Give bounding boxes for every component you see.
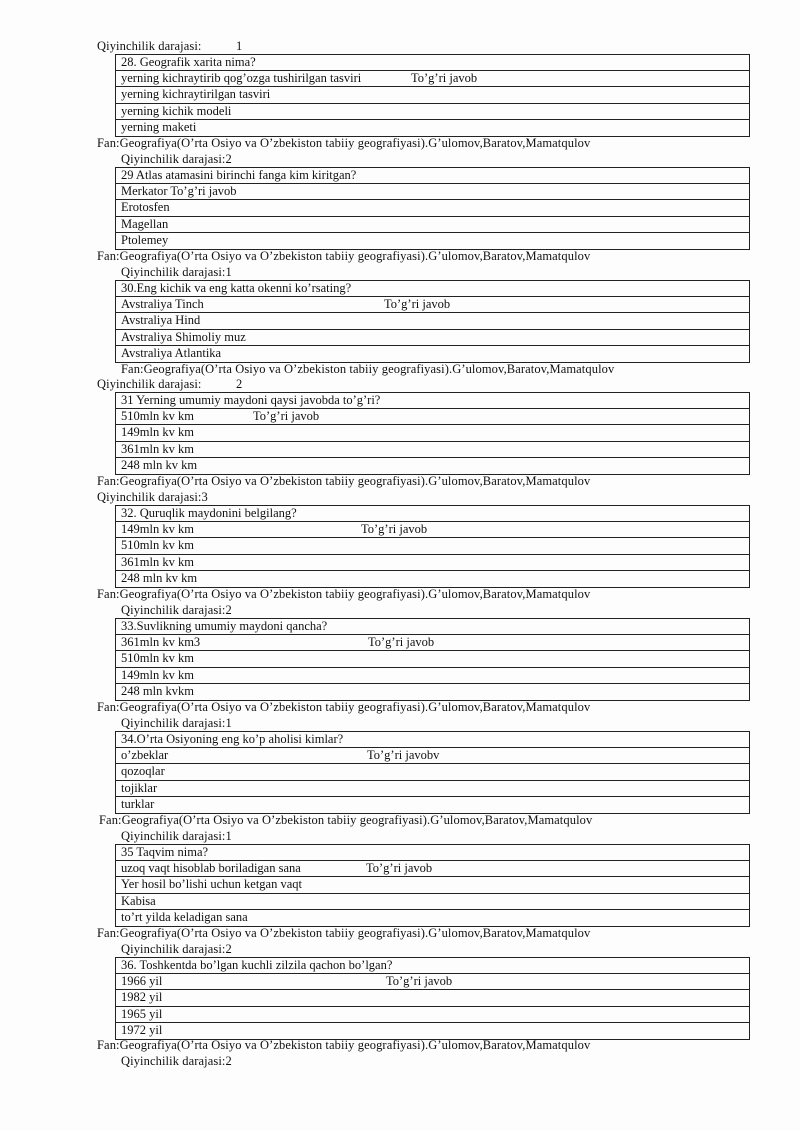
answer-option (116, 861, 749, 877)
answer-text: 149mln kv km (121, 522, 194, 537)
correct-answer-mark: To’g’ri javob (368, 635, 435, 650)
answer-option: Avstraliya Atlantika (121, 345, 222, 360)
difficulty-line: Qiyinchilik darajasi:3 (97, 490, 208, 504)
question-box-36 (115, 957, 750, 1040)
question-box-31 (115, 392, 750, 475)
difficulty-value: 2 (236, 377, 243, 391)
subject-line: Fan:Geografiya(O’rta Osiyo va O’zbekiston tabiiy geografiyasi).G’ulomov,Baratov,Mamatqulov (99, 813, 593, 827)
difficulty-line: Qiyinchilik darajasi:1 (121, 716, 232, 730)
question-text: 36. Toshkentda bo’lgan kuchli zilzila qachon bo’lgan? (116, 958, 749, 974)
answer-option: qozoqlar (116, 764, 749, 780)
answer-option: Merkator To’g’ri javob (116, 184, 749, 200)
question-text: 30.Eng kichik va eng katta okenni ko’rsating? (116, 281, 749, 297)
answer-option: 510mln kv km (116, 538, 749, 554)
difficulty-line: Qiyinchilik darajasi:1 (121, 829, 232, 843)
answer-option: yerning maketi (121, 119, 197, 134)
question-box-29 (115, 167, 750, 250)
question-text: 32. Quruqlik maydonini belgilang? (116, 506, 749, 522)
answer-option: 248 mln kv km (121, 457, 198, 472)
answer-option: 361mln kv km (116, 555, 749, 571)
answer-option (116, 522, 749, 538)
question-box-35 (115, 844, 750, 927)
question-text: 31 Yerning umumiy maydoni qaysi javobda to’g’ri? (116, 393, 749, 409)
correct-answer-mark: To’g’ri javob (361, 522, 428, 537)
answer-option: 248 mln kv km (121, 570, 198, 585)
question-box-28 (115, 54, 750, 137)
answer-option (116, 71, 749, 87)
subject-line: Fan:Geografiya(O’rta Osiyo va O’zbekiston tabiiy geografiyasi).G’ulomov,Baratov,Mamatqulov (121, 362, 615, 376)
answer-option: Avstraliya Hind (116, 313, 749, 329)
correct-answer-mark: To’g’ri javob (366, 861, 433, 876)
correct-answer-mark: To’g’ri javob (411, 71, 478, 86)
answer-text: Avstraliya Tinch (121, 297, 204, 312)
difficulty-line: Qiyinchilik darajasi:2 (121, 603, 232, 617)
answer-text: 510mln kv km (121, 409, 194, 424)
answer-option (116, 297, 749, 313)
difficulty-label: Qiyinchilik darajasi: (97, 377, 202, 391)
answer-option: 361mln kv km (116, 442, 749, 458)
answer-option (116, 974, 749, 990)
answer-option: 510mln kv km (116, 651, 749, 667)
answer-option: Avstraliya Shimoliy muz (116, 330, 749, 346)
difficulty-line: Qiyinchilik darajasi:2 (121, 942, 232, 956)
answer-option: Kabisa (116, 894, 749, 910)
answer-option: 1972 yil (121, 1022, 163, 1037)
subject-line: Fan:Geografiya(O’rta Osiyo va O’zbekiston tabiiy geografiyasi).G’ulomov,Baratov,Mamatqulov (97, 926, 591, 940)
difficulty-line: Qiyinchilik darajasi:2 (121, 1054, 232, 1068)
answer-option: 149mln kv km (116, 668, 749, 684)
difficulty-value: 1 (236, 39, 243, 53)
answer-option: yerning kichraytirilgan tasviri (116, 87, 749, 103)
subject-line: Fan:Geografiya(O’rta Osiyo va O’zbekiston tabiiy geografiyasi).G’ulomov,Baratov,Mamatqulov (97, 700, 591, 714)
answer-text: o’zbeklar (121, 748, 169, 763)
correct-answer-mark: To’g’ri javob (253, 409, 320, 424)
answer-option: 1965 yil (116, 1007, 749, 1023)
answer-option: Yer hosil bo’lishi uchun ketgan vaqt (116, 877, 749, 893)
question-text: 28. Geografik xarita nima? (116, 55, 749, 71)
subject-line: Fan:Geografiya(O’rta Osiyo va O’zbekiston tabiiy geografiyasi).G’ulomov,Baratov,Mamatqulov (97, 249, 591, 263)
question-text: 29 Atlas atamasini birinchi fanga kim kiritgan? (116, 168, 749, 184)
question-box-32 (115, 505, 750, 588)
answer-option: 149mln kv km (116, 425, 749, 441)
correct-answer-mark: To’g’ri javob (384, 297, 451, 312)
correct-answer-mark: To’g’ri javobv (367, 748, 440, 763)
answer-option: yerning kichik modeli (116, 104, 749, 120)
answer-option: to’rt yilda keladigan sana (121, 909, 248, 924)
difficulty-line: Qiyinchilik darajasi:1 (121, 265, 232, 279)
answer-option (116, 409, 749, 425)
difficulty-line: Qiyinchilik darajasi:2 (121, 152, 232, 166)
correct-answer-mark: To’g’ri javob (386, 974, 453, 989)
answer-option (116, 748, 749, 764)
subject-line: Fan:Geografiya(O’rta Osiyo va O’zbekiston tabiiy geografiyasi).G’ulomov,Baratov,Mamatqulov (97, 136, 591, 150)
answer-text: 1966 yil (121, 974, 163, 989)
answer-option: Erotosfen (116, 200, 749, 216)
subject-line: Fan:Geografiya(O’rta Osiyo va O’zbekiston tabiiy geografiyasi).G’ulomov,Baratov,Mamatqulov (97, 474, 591, 488)
subject-line: Fan:Geografiya(O’rta Osiyo va O’zbekiston tabiiy geografiyasi).G’ulomov,Baratov,Mamatqulov (97, 1038, 591, 1052)
answer-text: yerning kichraytirib qog’ozga tushirilgan tasviri (121, 71, 362, 86)
answer-text: uzoq vaqt hisoblab boriladigan sana (121, 861, 301, 876)
question-box-30 (115, 280, 750, 363)
answer-option: Magellan (116, 217, 749, 233)
question-text: 34.O’rta Osiyoning eng ko’p aholisi kimlar? (116, 732, 749, 748)
question-box-34 (115, 731, 750, 814)
answer-text: 361mln kv km3 (121, 635, 201, 650)
answer-option: tojiklar (116, 781, 749, 797)
difficulty-label: Qiyinchilik darajasi: (97, 39, 202, 53)
question-text: 33.Suvlikning umumiy maydoni qancha? (116, 619, 749, 635)
question-box-33 (115, 618, 750, 701)
answer-option: turklar (121, 796, 155, 811)
answer-option: Ptolemey (121, 232, 169, 247)
answer-option: 248 mln kvkm (121, 683, 194, 698)
answer-option: 1982 yil (116, 990, 749, 1006)
answer-option (116, 635, 749, 651)
subject-line: Fan:Geografiya(O’rta Osiyo va O’zbekiston tabiiy geografiyasi).G’ulomov,Baratov,Mamatqulov (97, 587, 591, 601)
question-text: 35 Taqvim nima? (116, 845, 749, 861)
